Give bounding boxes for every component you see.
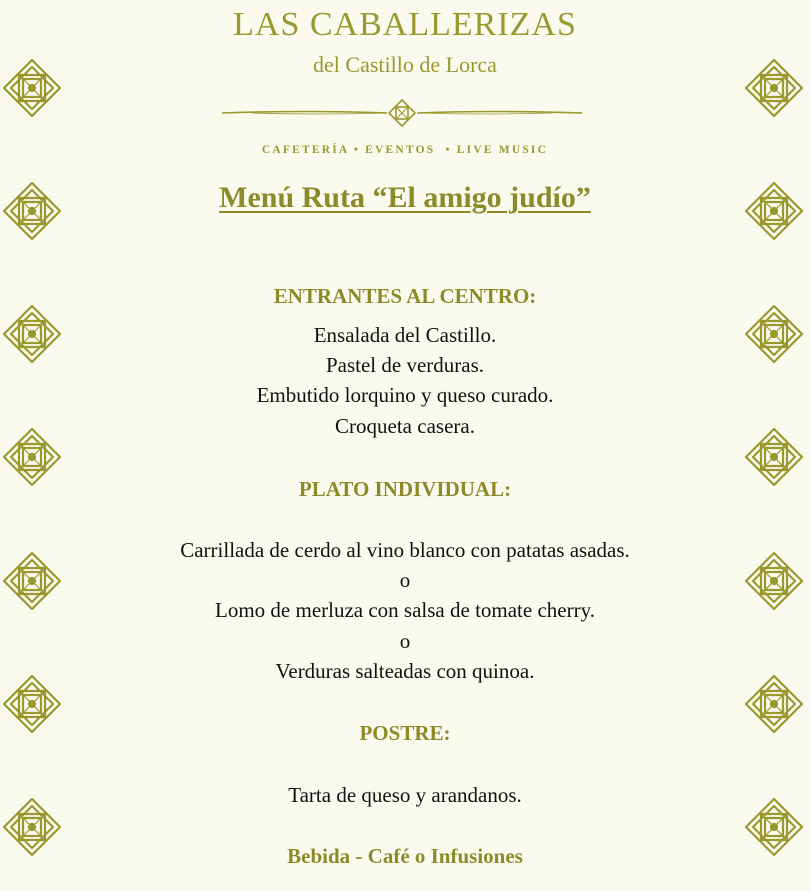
menu-separator: o: [399, 568, 411, 592]
menu-item: Carrillada de cerdo al vino blanco con patatas asadas.: [180, 538, 630, 562]
menu-item: Pastel de verduras.: [325, 353, 485, 377]
menu-item: Croqueta casera.: [335, 414, 475, 438]
menu-item: Lomo de merluza con salsa de tomate cherry.: [215, 598, 595, 622]
menu-item: Embutido lorquino y queso curado.: [256, 383, 554, 407]
section-heading-starters: ENTRANTES AL CENTRO:: [273, 284, 537, 308]
menu-separator: o: [399, 629, 411, 653]
drinks-line: Bebida - Café o Infusiones: [287, 844, 523, 868]
section-heading-main: PLATO INDIVIDUAL:: [298, 477, 512, 501]
menu-title: Menú Ruta “El amigo judío”: [219, 181, 591, 214]
section-heading-dessert: POSTRE:: [359, 721, 451, 745]
brand-title: LAS CABALLERIZAS: [233, 6, 577, 43]
flourish-divider-icon: [222, 99, 582, 127]
menu-item: Verduras salteadas con quinoa.: [275, 659, 535, 683]
menu-item: Ensalada del Castillo.: [313, 323, 497, 347]
tagline: CAFETERÍA • EVENTOS • LIVE MUSIC: [261, 144, 549, 156]
brand-subtitle: del Castillo de Lorca: [313, 52, 497, 77]
menu-item: Tarta de queso y arandanos.: [288, 783, 522, 807]
